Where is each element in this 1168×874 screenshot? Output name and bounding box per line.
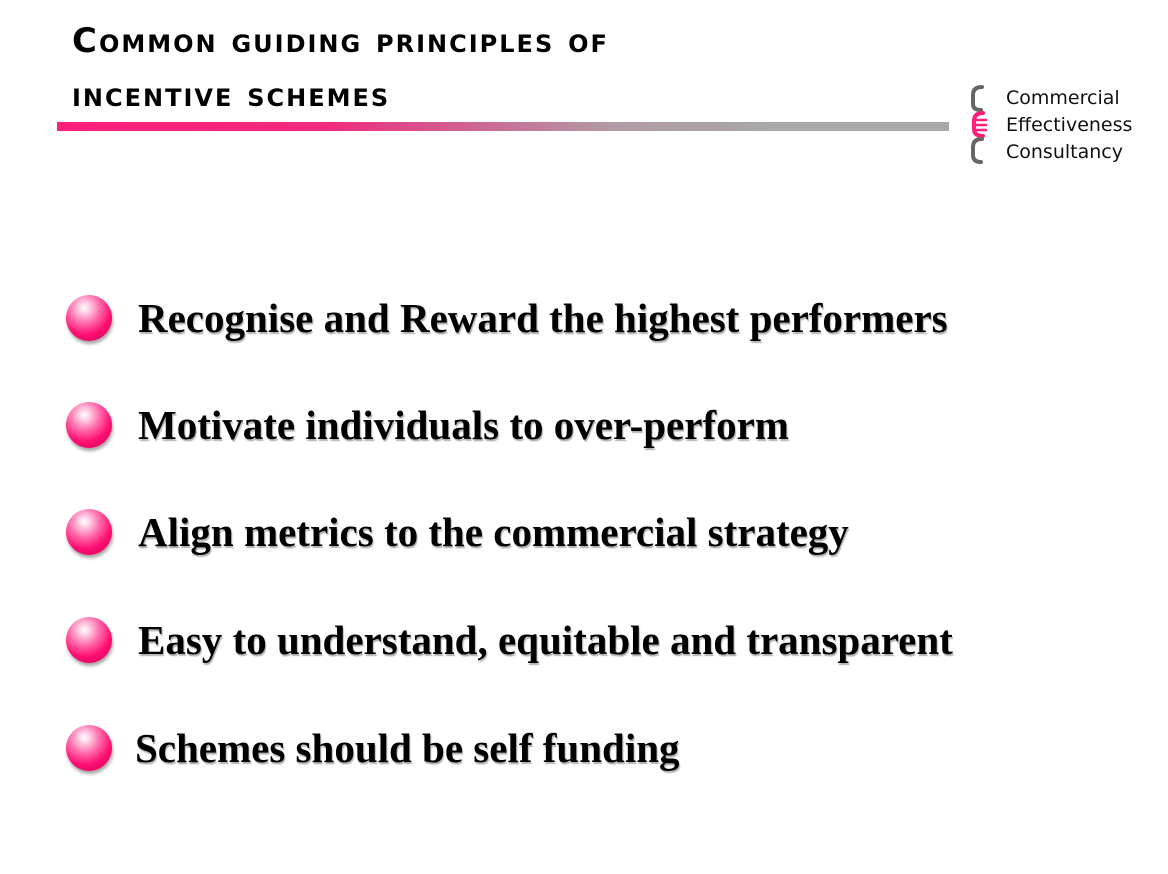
bullet-text: Schemes should be self funding	[135, 725, 680, 771]
list-item	[0, 292, 1168, 352]
list-item	[0, 506, 1168, 566]
bullet-text: Easy to understand, equitable and transparent	[138, 617, 953, 663]
pink-bullet-icon	[66, 725, 112, 771]
slide-title-line-1: Common guiding principles of	[72, 21, 609, 61]
logo-word-commercial: Commercial	[1006, 87, 1120, 109]
logo-word-consultancy: Consultancy	[1006, 141, 1123, 163]
list-item	[0, 614, 1168, 674]
pink-bullet-icon	[66, 295, 112, 341]
logo-word-effectiveness: Effectiveness	[1006, 114, 1133, 136]
pink-bullet-icon	[66, 617, 112, 663]
pink-bullet-icon	[66, 402, 112, 448]
bullet-text: Motivate individuals to over-perform	[138, 402, 789, 448]
pink-bullet-icon	[66, 509, 112, 555]
slide-title-line-2: incentive schemes	[72, 75, 391, 115]
bullet-text: Align metrics to the commercial strategy	[138, 509, 849, 555]
bullet-text: Recognise and Reward the highest performers	[138, 295, 948, 341]
list-item	[0, 722, 1168, 782]
list-item	[0, 399, 1168, 459]
